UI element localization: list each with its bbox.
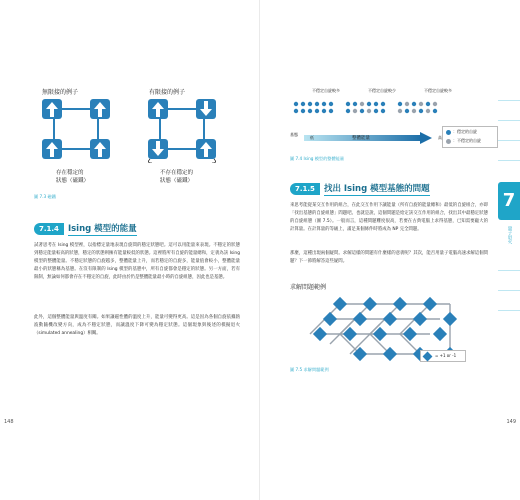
unstable-spin-icon (446, 139, 451, 144)
side-rule (498, 140, 520, 141)
side-rule (498, 310, 520, 311)
section-heading-7-1-4 (34, 222, 137, 236)
figure-label-infinite: 無限接的例子 (42, 89, 79, 96)
figure-caption-7-4: 圖 7.4 Ising 模型的整體能量 (290, 156, 345, 161)
chapter-tab-label: 量子退火 (507, 226, 512, 244)
paragraph-energy-2: 此外，這個整體能量與溫度有關。如果讓磁性體的溫度上升，能量可變得更高。這是因為各個自旋依據熱波動隨機改變方向，成為不穩定狀態，而讓溫度下降可變為穩定狀態。這個現象與後述的模擬退火（simulated annealing）相關。 (34, 315, 240, 336)
right-page (260, 0, 520, 500)
hand-note-left-1: 存在穩定的 (56, 170, 84, 176)
section-title: 找出 Ising 模型基態的問題 (323, 184, 430, 194)
legend-unstable: ：不穩定的自旋 (453, 138, 481, 143)
side-rule (498, 270, 520, 271)
side-rule (498, 160, 520, 161)
paragraph-ground-2: 那麼，這種出現兩個疑問。求解這樣的問題有什麼樣的意義呢？其次，能否用量子電腦高速求解這個問題？下一節將解答這些疑問。 (290, 251, 488, 264)
paragraph-energy-1: 試著思考在 Ising 模型裡，以指標定量地表現自旋間的穩定狀態吧。這可以用能量來表現。不穩定的狀態到穩定能量較高的狀態，穩定的狀態則擁有能量較低的狀態。這裡將所有自旋的能量總和，定義為該 Ising 模型的整體能量。不穩定狀態的自旋越多，整體能量上升，而若穩定的自旋多，能量值會較小，整體能量最小的狀態稱為基態。在沒有限制的 Ising 模型的基態中，所有自旋都會是穩定的狀態。另一方面，若有限制，無論如何都會存在不穩定的自旋，此時由於仍是整體能量最小時的自旋組態，因此也是基態。 (34, 243, 240, 280)
spin-legend (442, 126, 498, 148)
page-number-left: 148 (4, 419, 14, 425)
figure-caption-7-3: 圖 7.3 磁鐵 (34, 194, 56, 199)
top-label-3: 不穩定自旋較多 (424, 88, 452, 93)
figure-label-finite: 有限接的例子 (149, 89, 186, 96)
hand-note-right-2: 狀態（磁鐵） (160, 178, 194, 184)
hand-note-right-1: 不存在穩定的 (160, 170, 194, 176)
hand-note-left-2: 狀態（磁鐵） (56, 178, 90, 184)
chapter-tab: 7 (498, 182, 520, 220)
side-rule (498, 100, 520, 101)
magnet-figure-infinite (40, 97, 112, 163)
side-rule (498, 290, 520, 291)
spin-value-text: = +1 or -1 (435, 353, 457, 358)
energy-axis-label: 整體能量 (352, 136, 370, 141)
energy-axis-left: 低 (310, 135, 314, 140)
side-rule (498, 120, 520, 121)
spin-diamond-icon (423, 352, 433, 362)
legend-stable: ：穩定的自旋 (453, 129, 477, 134)
energy-axis-right: 高 (438, 135, 442, 140)
problem-example-note: 求解問題範例 (290, 284, 327, 291)
spin-value-legend (420, 350, 466, 362)
stable-spin-icon (446, 130, 451, 135)
top-label-2: 不穩定自旋較少 (368, 88, 396, 93)
spin-lattice-strip (290, 94, 450, 126)
page-number-right: 149 (506, 419, 516, 425)
section-number: 7.1.4 (34, 223, 64, 235)
figure-caption-7-5: 圖 7.5 求解問題範例 (290, 367, 329, 372)
paragraph-ground-1: 來思考能從某交互作用的組合，在此交互作用下讓能量（所有自旋的能量總和）最低的自旋組合，亦即「找出基態的自旋組態」問題吧。也就是說，這個問題是給定該交互作用的組合，找出其中最穩定狀態的自旋組態（圖 7.5）。一般而言，這種問題難度很高，若要在古典電腦上求得基態，已知需要龐大的計算量。在計算量的等級上，滿足某個條件時將成為 NP 完全問題。 (290, 203, 488, 232)
section-heading-7-1-5 (290, 182, 430, 196)
top-label-1: 不穩定自旋較多 (312, 88, 340, 93)
section-number: 7.1.5 (290, 183, 320, 195)
section-title: Ising 模型的能量 (67, 224, 137, 234)
energy-ground-label: 基態 (290, 132, 298, 137)
magnet-figure-finite (146, 97, 218, 163)
